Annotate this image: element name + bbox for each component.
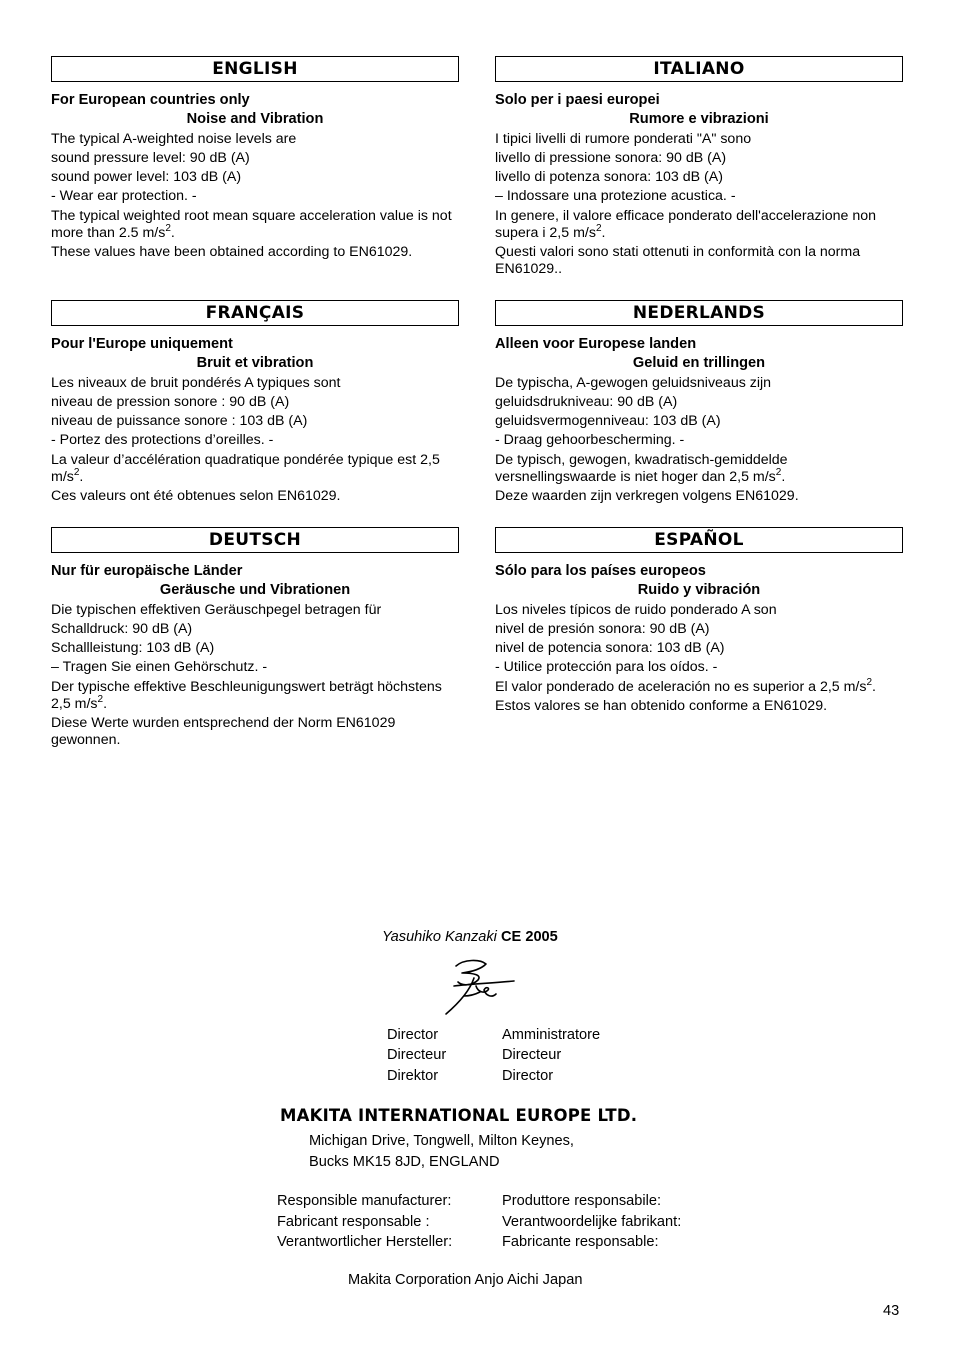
text-line: nivel de potencia sonora: 103 dB (A) xyxy=(495,640,725,657)
text-line: Schalldruck: 90 dB (A) xyxy=(51,620,193,637)
address-line: Michigan Drive, Tongwell, Milton Keynes, xyxy=(309,1133,574,1149)
text-line: niveau de pression sonore : 90 dB (A) xyxy=(51,393,290,410)
responsible-labels-left xyxy=(277,1191,452,1253)
responsible-line: Fabricant responsable : xyxy=(277,1213,430,1230)
section-heading: ESPAÑOL xyxy=(495,527,903,553)
region-note: For European countries only xyxy=(51,92,250,108)
acceleration-text: Der typische effektive Beschleunigungswert beträgt höchstens 2,5 $m/s^2$. xyxy=(51,678,442,712)
responsible-labels-right xyxy=(502,1191,681,1253)
section-heading: ENGLISH xyxy=(51,56,459,82)
text-line: De typischa, A-gewogen geluidsniveaus zijn xyxy=(495,374,772,391)
signature-caption xyxy=(382,929,558,945)
text-line: geluidsdrukniveau: 90 dB (A) xyxy=(495,393,678,410)
signatory-name: Yasuhiko Kanzaki xyxy=(382,929,497,945)
region-note: Solo per i paesi europei xyxy=(495,92,660,108)
text-line: sound power level: 103 dB (A) xyxy=(51,169,242,186)
text-line: Schallleistung: 103 dB (A) xyxy=(51,640,215,657)
section-heading: DEUTSCH xyxy=(51,527,459,553)
manufacturer-name: Makita Corporation Anjo Aichi Japan xyxy=(348,1272,583,1288)
section-subtitle: Bruit et vibration xyxy=(196,355,314,372)
section-espanol xyxy=(495,527,903,717)
acceleration-text: De typisch, gewogen, kwadratisch-gemiddelde versnellingswaarde is niet hoger dan 2,5 $m/s^2$. xyxy=(495,451,788,485)
company-address xyxy=(309,1131,574,1173)
text-line: Ces valeurs ont été obtenues selon EN61029. xyxy=(51,487,341,504)
title-line: Directeur xyxy=(387,1047,447,1064)
region-note: Alleen voor Europese landen xyxy=(495,336,697,352)
title-line: Directeur xyxy=(502,1047,562,1064)
section-heading: ITALIANO xyxy=(495,56,903,82)
section-subtitle: Geluid en trillingen xyxy=(632,355,766,372)
ce-mark: CE 2005 xyxy=(501,929,558,945)
section-subtitle: Geräusche und Vibrationen xyxy=(159,582,351,599)
company-name: MAKITA INTERNATIONAL EUROPE LTD. xyxy=(280,1106,638,1125)
acceleration-text: The typical weighted root mean square acceleration value is not more than 2.5 $m/s^2$. xyxy=(51,207,452,241)
responsible-line: Verantwoordelijke fabrikant: xyxy=(502,1213,682,1230)
address-line: Bucks MK15 8JD, ENGLAND xyxy=(309,1154,500,1170)
text-line: – Tragen Sie einen Gehörschutz. - xyxy=(51,659,268,676)
section-nederlands xyxy=(495,300,903,507)
text-line: sound pressure level: 90 dB (A) xyxy=(51,149,250,166)
text-line: livello di pressione sonora: 90 dB (A) xyxy=(495,149,727,166)
text-line: - Utilice protección para los oídos. - xyxy=(495,659,718,676)
title-line: Director xyxy=(387,1027,439,1043)
text-line: Les niveaux de bruit pondérés A typiques sont xyxy=(51,374,341,391)
section-deutsch xyxy=(51,527,459,751)
section-subtitle: Rumore e vibrazioni xyxy=(629,111,769,128)
responsible-line: Verantwortlicher Hersteller: xyxy=(277,1234,453,1250)
text-line: - Wear ear protection. - xyxy=(51,188,197,205)
text-line: - Portez des protections d’oreilles. - xyxy=(51,432,274,449)
responsible-line: Fabricante responsable: xyxy=(502,1234,659,1250)
text-line: Diese Werte wurden entsprechend der Norm EN61029 gewonnen. xyxy=(51,714,396,748)
text-line: Los niveles típicos de ruido ponderado A son xyxy=(495,601,777,618)
title-line: Direktor xyxy=(387,1067,439,1084)
text-line: – Indossare una protezione acustica. - xyxy=(495,188,736,205)
text-line: Questi valori sono stati ottenuti in conformità con la norma EN61029.. xyxy=(495,243,861,277)
text-line: nivel de presión sonora: 90 dB (A) xyxy=(495,620,710,637)
title-line: Director xyxy=(502,1067,554,1084)
responsible-line: Produttore responsabile: xyxy=(502,1193,662,1209)
titles-right xyxy=(502,1025,600,1086)
text-line: These values have been obtained according to EN61029. xyxy=(51,243,413,260)
page-number: 43 xyxy=(883,1303,900,1319)
acceleration-text: In genere, il valore efficace ponderato dell'accelerazione non supera i 2,5 $m/s^2$. xyxy=(495,207,877,241)
region-note: Sólo para los países europeos xyxy=(495,563,706,579)
region-note: Pour l'Europe uniquement xyxy=(51,336,233,352)
text-line: Deze waarden zijn verkregen volgens EN61029. xyxy=(495,487,799,504)
section-subtitle: Ruido y vibración xyxy=(637,582,761,599)
text-line: niveau de puissance sonore : 103 dB (A) xyxy=(51,413,308,430)
section-francais xyxy=(51,300,459,507)
text-line: - Draag gehoorbescherming. - xyxy=(495,432,685,449)
section-italiano xyxy=(495,56,903,280)
acceleration-text: El valor ponderado de aceleración no es superior a 2,5 $m/s^2$. xyxy=(495,676,876,695)
handwritten-signature xyxy=(440,956,520,1018)
section-heading: FRANÇAIS xyxy=(51,300,459,326)
text-line: I tipici livelli di rumore ponderati "A" sono xyxy=(495,130,752,147)
region-note: Nur für europäische Länder xyxy=(51,563,243,579)
text-line: Estos valores se han obtenido conforme a EN61029. xyxy=(495,697,828,714)
title-line: Amministratore xyxy=(502,1027,601,1043)
section-english xyxy=(51,56,459,263)
titles-left xyxy=(387,1025,446,1086)
responsible-line: Responsible manufacturer: xyxy=(277,1193,452,1209)
acceleration-text: La valeur d’accélération quadratique pondérée typique est 2,5 $m/s^2$. xyxy=(51,451,440,485)
text-line: Die typischen effektiven Geräuschpegel betragen für xyxy=(51,601,382,618)
section-subtitle: Noise and Vibration xyxy=(186,111,324,128)
text-line: livello di potenza sonora: 103 dB (A) xyxy=(495,169,723,186)
text-line: The typical A-weighted noise levels are xyxy=(51,130,297,147)
section-heading: NEDERLANDS xyxy=(495,300,903,326)
text-line: geluidsvermogenniveau: 103 dB (A) xyxy=(495,413,721,430)
